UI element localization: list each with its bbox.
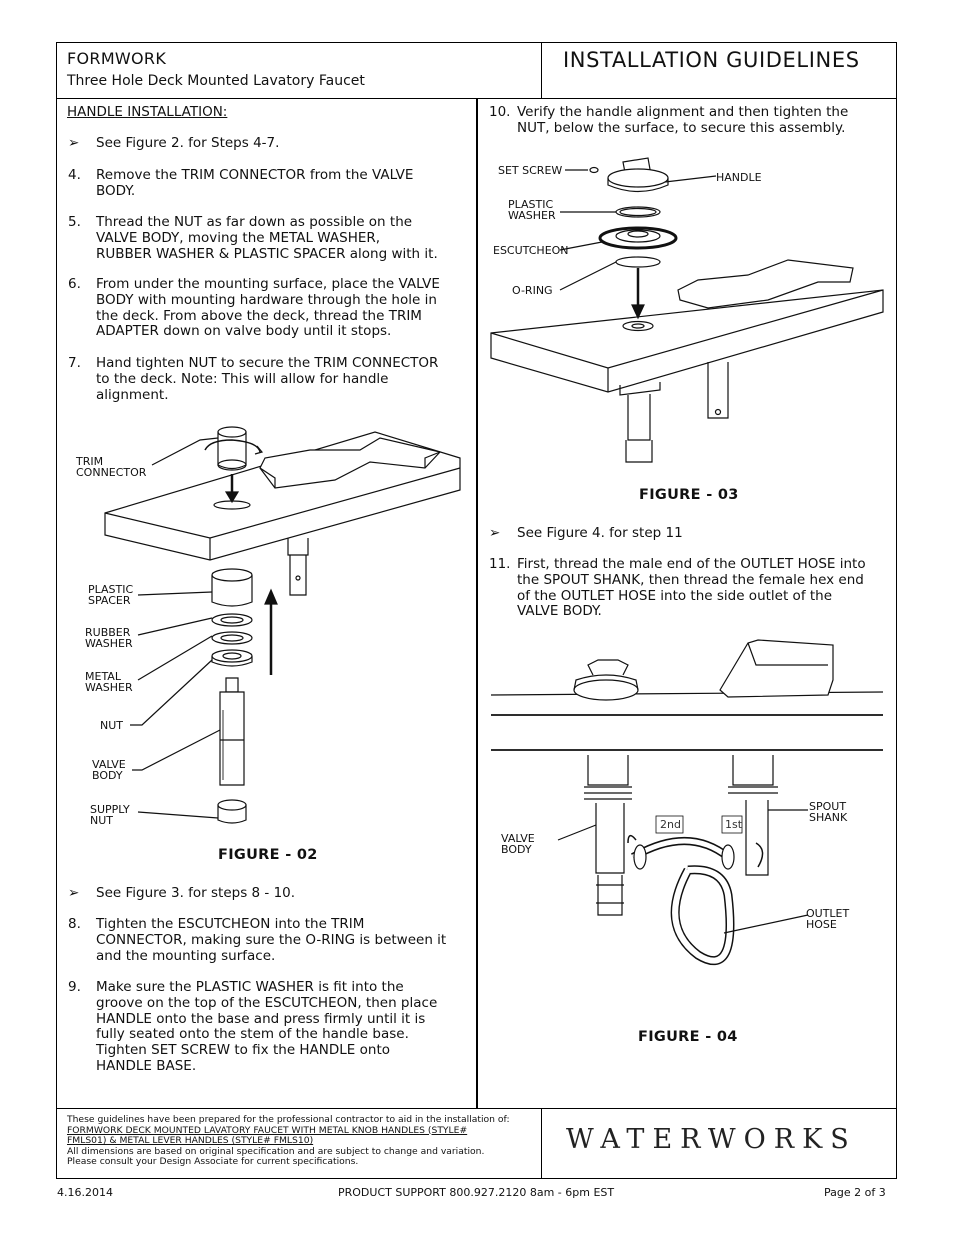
label-second: 2nd: [660, 818, 681, 831]
step-number: ➢: [68, 135, 80, 151]
label-plastic-washer: PLASTIC WASHER: [508, 198, 556, 222]
label-first: 1st: [725, 818, 743, 831]
column-divider: [476, 98, 478, 1108]
label-handle: HANDLE: [716, 171, 762, 184]
section-title: HANDLE INSTALLATION:: [67, 104, 228, 120]
footer-disclaimer: [67, 1115, 537, 1168]
step-number: 10.: [489, 104, 511, 120]
footer-line-5: Please consult your Design Associate for current specifications.: [67, 1156, 359, 1168]
product-name: Three Hole Deck Mounted Lavatory Faucet: [67, 73, 365, 89]
step-text-line: Tighten the ESCUTCHEON into the TRIM: [96, 916, 365, 932]
label-set-screw: SET SCREW: [498, 164, 563, 177]
step-text-line: fully seated onto the stem of the handle base.: [96, 1026, 409, 1043]
label-escutcheon: ESCUTCHEON: [493, 244, 569, 257]
step-text-line: BODY with mounting hardware through the hole in: [96, 291, 437, 308]
brand-line: FORMWORK: [67, 49, 167, 68]
figure-04-caption: FIGURE - 04: [638, 1029, 738, 1045]
step-text-line: VALVE BODY, moving the METAL WASHER,: [96, 229, 381, 246]
step-text-line: of the OUTLET HOSE into the side outlet of the: [517, 587, 833, 604]
figure-03-caption: FIGURE - 03: [639, 487, 739, 503]
step-text-line: HANDLE onto the base and press firmly until it is: [96, 1010, 426, 1027]
step-text-line: Hand tighten NUT to secure the TRIM CONNECTOR: [96, 355, 439, 371]
label-supply-nut: SUPPLY NUT: [90, 803, 130, 827]
step-text-line: RUBBER WASHER & PLASTIC SPACER along with it.: [96, 245, 438, 262]
footer-line-3: FMLS01) & METAL LEVER HANDLES (STYLE# FMLS10): [67, 1135, 314, 1147]
label-o-ring: O-RING: [512, 284, 553, 297]
label-trim-connector: TRIM CONNECTOR: [76, 455, 147, 479]
step-number: 4.: [68, 167, 81, 183]
waterworks-logo: WATERWORKS: [566, 1124, 857, 1155]
step-text-line: to the deck. Note: This will allow for handle: [96, 370, 389, 387]
step-number: ➢: [68, 885, 80, 901]
label-rubber-washer: RUBBER WASHER: [85, 626, 133, 650]
step-text-line: the deck. From above the deck, thread the TRIM: [96, 307, 422, 324]
step-number: 8.: [68, 916, 81, 932]
label-outlet-hose: OUTLET HOSE: [806, 907, 850, 931]
step-number: ➢: [489, 525, 501, 541]
footer-top-rule: [56, 1108, 897, 1109]
step-number: 6.: [68, 276, 81, 292]
step-number: 9.: [68, 979, 81, 995]
step-text-line: First, thread the male end of the OUTLET HOSE into: [517, 556, 866, 572]
footer-line-4: All dimensions are based on original specification and are subject to change and variation.: [67, 1145, 485, 1157]
step-text-line: the SPOUT SHANK, then thread the female hex end: [517, 571, 864, 588]
product-support: PRODUCT SUPPORT 800.927.2120 8am - 6pm EST: [338, 1186, 615, 1199]
step-text-line: NUT, below the surface, to secure this assembly.: [517, 119, 846, 136]
label-metal-washer: METAL WASHER: [85, 670, 133, 694]
step-text-line: BODY.: [96, 182, 136, 199]
figure-04-illustration: [488, 635, 888, 1020]
doc-date: 4.16.2014: [57, 1186, 113, 1199]
step-text-line: HANDLE BASE.: [96, 1058, 197, 1074]
step-number: 7.: [68, 355, 81, 371]
step-text-line: alignment.: [96, 386, 169, 403]
step-text-line: See Figure 3. for steps 8 - 10.: [96, 885, 296, 901]
footer-divider: [541, 1108, 542, 1179]
step-text-line: Remove the TRIM CONNECTOR from the VALVE: [96, 167, 414, 183]
step-text-line: CONNECTOR, making sure the O-RING is between it: [96, 931, 447, 948]
step-text-line: VALVE BODY.: [517, 603, 602, 620]
step-text-line: groove on the top of the ESCUTCHEON, then place: [96, 994, 438, 1011]
header-divider: [541, 42, 542, 99]
step-text-line: See Figure 2. for Steps 4-7.: [96, 135, 280, 151]
footer-line-2: FORMWORK DECK MOUNTED LAVATORY FAUCET WITH METAL KNOB HANDLES (STYLE#: [67, 1124, 468, 1136]
step-number: 11.: [489, 556, 511, 572]
step-text-line: Thread the NUT as far down as possible on the: [96, 214, 413, 230]
step-text-line: Tighten SET SCREW to fix the HANDLE onto: [96, 1042, 391, 1059]
footer-line-1: These guidelines have been prepared for the professional contractor to aid in the installation of:: [67, 1114, 510, 1125]
step-text-line: Make sure the PLASTIC WASHER is fit into the: [96, 979, 404, 995]
label-valve-body: VALVE BODY: [92, 758, 126, 782]
step-text-line: ADAPTER down on valve body until it stops.: [96, 323, 392, 340]
step-text-line: See Figure 4. for step 11: [517, 525, 683, 541]
page-number: Page 2 of 3: [824, 1186, 886, 1199]
step-text-line: From under the mounting surface, place the VALVE: [96, 276, 440, 292]
label-plastic-spacer: PLASTIC SPACER: [88, 583, 134, 607]
doc-title: INSTALLATION GUIDELINES: [563, 48, 860, 72]
figure-02-caption: FIGURE - 02: [218, 847, 318, 863]
step-number: 5.: [68, 214, 81, 230]
label-spout-shank: SPOUT SHANK: [809, 800, 848, 824]
label-nut: NUT: [100, 719, 123, 732]
label-valve-body-fig4: VALVE BODY: [501, 832, 535, 856]
step-text-line: Verify the handle alignment and then tighten the: [517, 104, 849, 120]
step-text-line: and the mounting surface.: [96, 947, 276, 964]
